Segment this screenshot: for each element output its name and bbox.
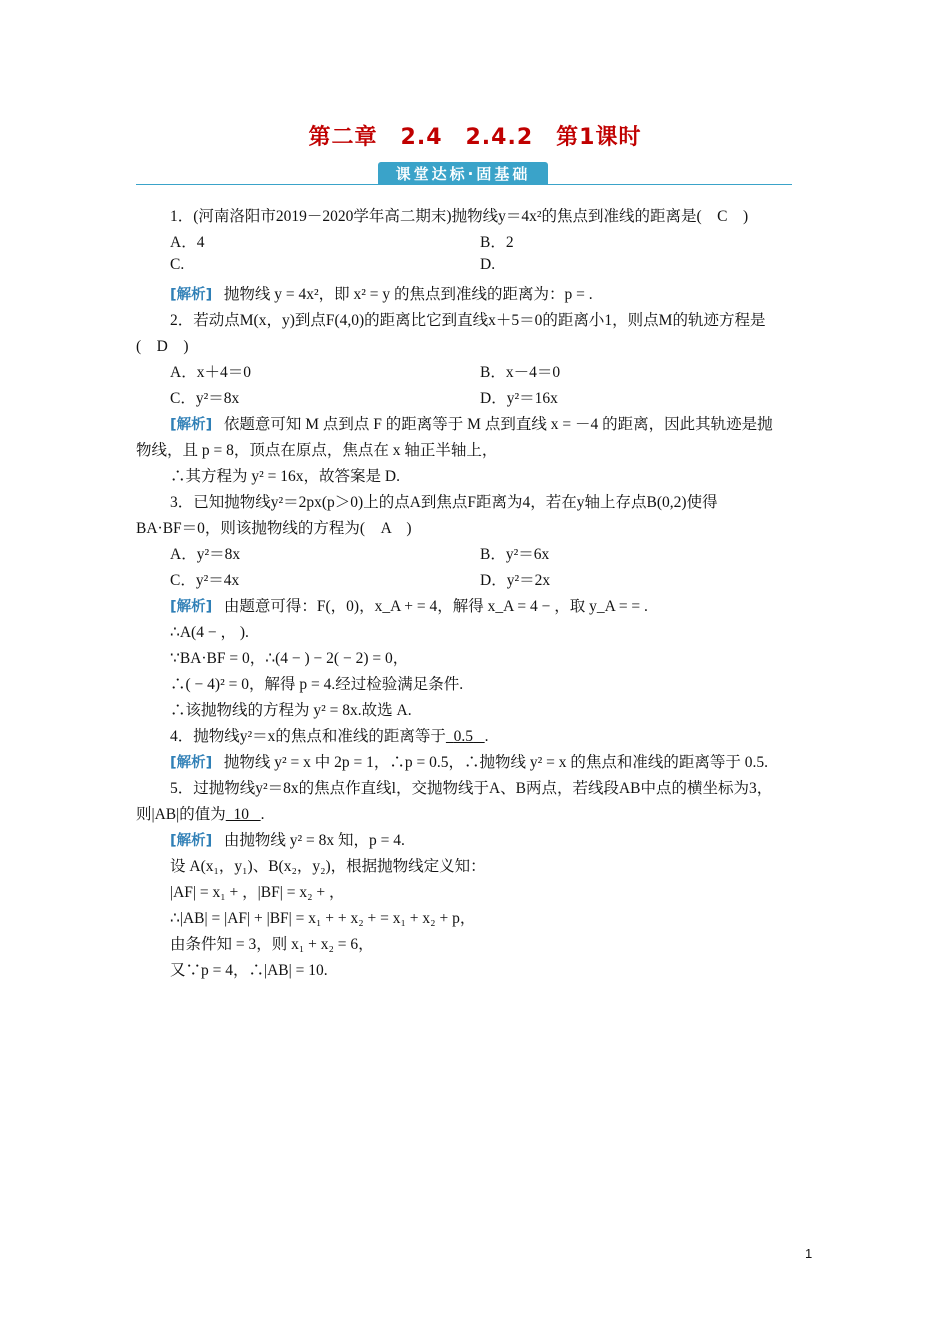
q4-answer: 0.5 <box>453 728 474 745</box>
q1-option-b: B．2 <box>480 234 514 251</box>
analysis-tag: [解析] <box>170 599 213 615</box>
q2-stem: 2．若动点M(x，y)到点F(4,0)的距离比它到直线x＋5＝0的距离小1，则点M的轨迹方程是 <box>170 312 766 329</box>
q2-option-b: B．x－4＝0 <box>480 364 561 381</box>
q3-option-d: D．y²＝2x <box>480 572 551 589</box>
page-title: 第二章 2.4 2.4.2 第1课时 <box>308 125 642 150</box>
q3-option-a: A．y²＝8x <box>170 546 241 563</box>
q3-step-4: ∴该抛物线的方程为 y² = 8x.故选 A. <box>170 702 412 719</box>
q5-step-5: 又∵p = 4，∴|AB| = 10. <box>170 962 328 979</box>
q4-analysis <box>170 750 768 772</box>
q4-stem <box>170 724 489 746</box>
q5-step-3: ∴|AB| = |AF| + |BF| = x₁ + + x₂ + = x₁ + x₂ + p， <box>170 910 476 927</box>
q2-analysis-cont: 物线，且 p = 8，顶点在原点，焦点在 x 轴正半轴上， <box>136 442 498 459</box>
q5-analysis <box>170 828 405 850</box>
q1-analysis-text: 抛物线 y = 4x²，即 x² = y 的焦点到准线的距离为：p = . <box>223 286 593 303</box>
q2-analysis-text: 依题意可知 M 点到点 F 的距离等于 M 点到直线 x = －4 的距离，因此其轨迹是抛 <box>223 416 773 433</box>
q1-stem: 1．(河南洛阳市2019－2020学年高二期末)抛物线y＝4x²的焦点到准线的距离是( C ) <box>170 208 749 225</box>
q2-option-d: D．y²＝16x <box>480 390 558 407</box>
q2-option-a: A．x＋4＝0 <box>170 364 251 381</box>
q3-step-2: ∵BA·BF = 0，∴(4 − ) − 2( − 2) = 0， <box>170 650 409 667</box>
q3-step-1: ∴A(4 − ， ). <box>170 624 249 641</box>
q4-answer-blank <box>446 728 485 746</box>
q3-option-c: C．y²＝4x <box>170 572 240 589</box>
q5-answer-blank <box>226 806 261 824</box>
q4-analysis-text: 抛物线 y² = x 中 2p = 1，∴p = 0.5，∴抛物线 y² = x 的焦点和准线的距离等于 0.5. <box>223 754 769 771</box>
analysis-tag: [解析] <box>170 755 213 771</box>
q4-period: . <box>484 728 489 745</box>
analysis-tag: [解析] <box>170 833 213 849</box>
q5-analysis-text: 由抛物线 y² = 8x 知，p = 4. <box>223 832 405 849</box>
q3-stem-cont: BA·BF＝0，则该抛物线的方程为( A ) <box>136 520 412 537</box>
q3-option-b: B．y²＝6x <box>480 546 550 563</box>
q3-stem: 3．已知抛物线y²＝2px(p＞0)上的点A到焦点F距离为4，若在y轴上存点B(0,2)使得 <box>170 494 718 511</box>
analysis-tag: [解析] <box>170 417 213 433</box>
q5-step-4: 由条件知 = 3，则 x₁ + x₂ = 6， <box>170 936 374 953</box>
q2-option-c: C．y²＝8x <box>170 390 240 407</box>
q4-stem-text: 4．抛物线y²＝x的焦点和准线的距离等于 <box>170 728 446 745</box>
section-badge <box>378 162 548 184</box>
section-badge-label: 课堂达标·固基础 <box>395 164 531 183</box>
q1-option-c: C. <box>170 256 185 273</box>
page-number: 1 <box>805 1246 813 1261</box>
q2-stem-cont: ( D ) <box>136 338 189 355</box>
q3-analysis-text: 由题意可得：F(，0)，x_A + = 4，解得 x_A = 4 − ，取 y_A = = . <box>223 598 648 615</box>
q5-stem-cont-text: 则|AB|的值为 <box>136 806 226 823</box>
q5-step-2: |AF| = x₁ + ，|BF| = x₂ + ， <box>170 884 345 901</box>
q5-stem: 5．过抛物线y²＝8x的焦点作直线l，交抛物线于A、B两点，若线段AB中点的横坐标为3， <box>170 780 773 797</box>
q1-analysis <box>170 282 593 304</box>
q5-step-1: 设 A(x₁，y₁)、B(x₂，y₂)，根据抛物线定义知： <box>170 858 486 875</box>
q1-option-a: A．4 <box>170 234 205 251</box>
q3-step-3: ∴( − 4)² = 0，解得 p = 4.经过检验满足条件. <box>170 676 464 693</box>
q2-analysis <box>170 412 773 434</box>
q5-stem-cont <box>136 802 265 824</box>
q1-option-d: D. <box>480 256 496 273</box>
title-divider <box>136 184 792 185</box>
q5-period: . <box>260 806 265 823</box>
q2-conclusion: ∴其方程为 y² = 16x，故答案是 D. <box>170 468 400 485</box>
analysis-tag: [解析] <box>170 287 213 303</box>
q5-answer: 10 <box>233 806 249 823</box>
q3-analysis <box>170 594 648 616</box>
